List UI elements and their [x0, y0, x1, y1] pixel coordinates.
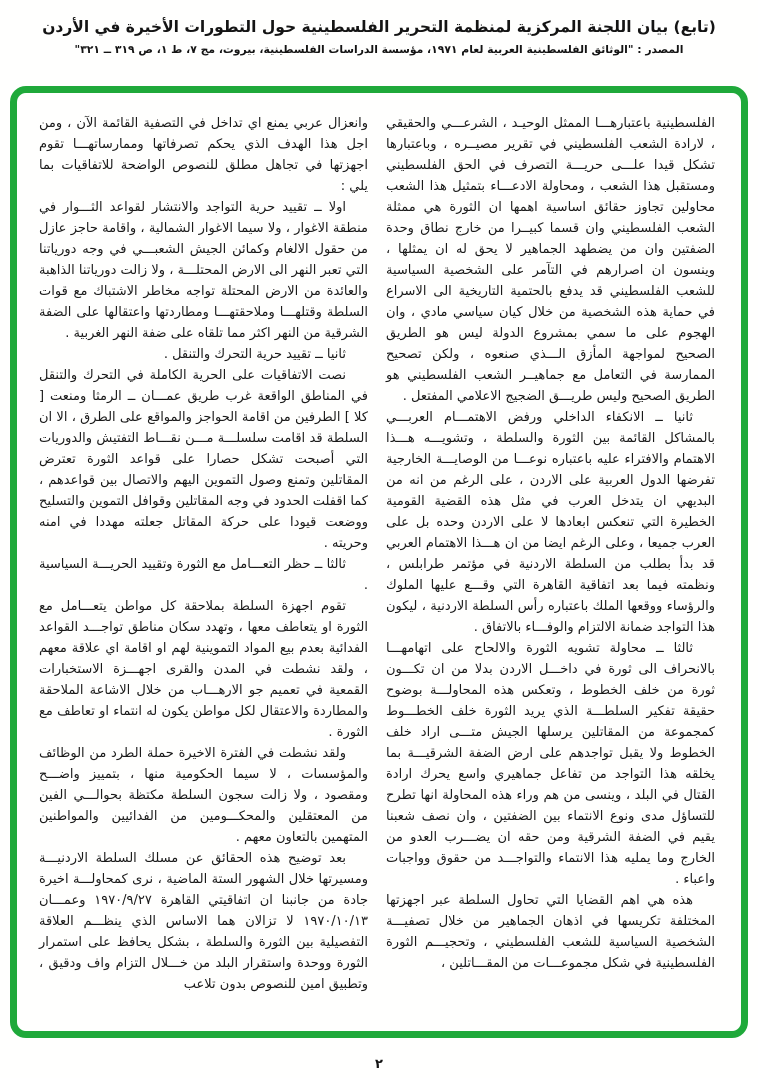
- paragraph: تقوم اجهزة السلطة بملاحقة كل مواطن يتعـــامل مع الثورة او يتعاطف معها ، وتهدد سكان مناطق تواجـــد القواعد الفدائية بعدم بيع المواد التموينية لهم او اقامة اي علاقة معهم ، ولقد نشطت في المدن والقرى اجهـــزة الاستخبارات القمعية في تعميم جو الارهـــاب من خلال الاشاعة الملاحقة والمطاردة والاعتقال لكل مواطن يكون له انتماء او تعاطف مع الثورة .: [39, 599, 368, 740]
- text-column-second: [39, 113, 368, 1019]
- page-title: (تابع) بيان اللجنة المركزية لمنظمة التحرير الفلسطينية حول التطورات الأخيرة في الأردن: [42, 18, 716, 36]
- page-number: ٢: [375, 1057, 383, 1072]
- paragraph: بعد توضيح هذه الحقائق عن مسلك السلطة الاردنيـــة ومسيرتها خلال الشهور الستة الماضية ، نرى كمحاولـــة اخيرة جادة من جانبنا ان اتفاقيتي القاهرة ١٩٧٠/٩/٢٧ وعمـــان ١٩٧٠/١٠/١٣ لا تزالان هما الاساس الذي ينظـــم العلاقة التفصيلية بين الثورة والسلطة ، بشكل يحافظ على استمرار الثورة ووحدة واستقرار البلد من خـــلال التزام واف ودقيق ، وتطبيق امين للنصوص بدون تلاعب: [39, 851, 368, 992]
- paragraph: ثالثا ــ محاولة تشويه الثورة والالحاح على اتهامهـــا بالانحراف الى ثورة في داخـــل الاردن بدلا من ان تكـــون ثورة من خلف الخطوط ، وتعكس هذه المحاولـــة بوضوح حقيقة تفكير السلطـــة الذي يريد الثورة خلف الخطـــوط كمجموعة من المقاتلين يرسلها الجيش متـــى اراد خلف الخطوط ولا يقبل تواجدهم على ارض الضفة الشرقيـــة بما يخلقه هذا التواجد من تفاعل جماهيري واسع يحرك ارادة القتال في البلد ، وينسى من هم وراء هذه المحاولة انها تطرح للتساؤل مدى ونوع الانتماء بين الضفتين ، وان نصف شعبنا يقيم في الضفة الشرقية ومن حقه ان يضـــرب العدو من الخارج وما يمليه هذا الانتماء والتواجـــد من حقوق وواجبات واعباء .: [386, 641, 715, 887]
- paragraph: هذه هي اهم القضايا التي تحاول السلطة عبر اجهزتها المختلفة تكريسها في اذهان الجماهير من خلال تصفيـــة الشخصية السياسية للشعب الفلسطيني ، وتحجيـــم الثورة الفلسطينية في شكل مجموعـــات من المقـــاتلين ،: [386, 893, 715, 971]
- paragraph: ثالثا ــ حظر التعـــامل مع الثورة وتقييد الحريـــة السياسية .: [39, 557, 368, 593]
- page-header: [0, 0, 758, 56]
- paragraph: ولقد نشطت في الفترة الاخيرة حملة الطرد من الوظائف والمؤسسات ، لا سيما الحكومية منها ، بتمييز واضـــح ومقصود ، ولا زالت سجون السلطة مكتظة بحوالـــي الفين من المعتقلين والمحكـــومين من الفدائيين والمواطنين المتهمين بالتعاون معهم .: [39, 746, 368, 845]
- paragraph: وانعزال عربي يمنع اي تداخل في التصفية القائمة الآن ، ومن اجل هذا الهدف الذي يحكم تصرفاتها وممارساتهـــا تقوم اجهزتها في تجاهل مطلق للنصوص الواضحة للاتفاقيات بما يلي :: [39, 116, 368, 194]
- text-column-first: [386, 113, 715, 1019]
- content-frame: [10, 86, 748, 1038]
- paragraph: الفلسطينية باعتبارهـــا الممثل الوحيـد ، الشرعـــي والحقيقي ، لارادة الشعب الفلسطيني في تقرير مصيــره ، وباعتبارها تشكل قيدا علـــى حريـــة التصرف في الحق الفلسطيني ومستقبل هذا الشعب ، ومحاولة الادعـــاء بتمثيل هذا الشعب محاولين تجاوز حقائق اساسية اهمها ان الثورة هي ممثلة الشعب الفلسطيني وان قسما كبيــرا من خارج نطاق وحدة الضفتين وان من يضطهد الجماهير لا يحق له ان يمثلها ، وينسون ان اصرارهم في التآمر على الشخصية السياسية للشعب الفلسطيني قد يدفع بالحتمية التاريخية الى الاسراع في حماية هذه الشخصية من خلال كيان سياسي مادي ، وان الهجوم على ما سمي بمشروع الدولة ليس هو الطريق الصحيح لمواجهة المأزق الـــذي صنعوه ، ولكن تصحيح الممارسة في التعامل مع جماهيــر الشعب الفلسطيني هو الطريق الصحيح وليس طريـــق الضجيج الاعلامي المفتعل .: [386, 116, 715, 404]
- paragraph: ثانيا ــ تقييد حرية التحرك والتنقل .: [163, 347, 346, 362]
- paragraph: ثانيا ــ الانكفاء الداخلي ورفض الاهتمـــام العربـــي بالمشاكل القائمة بين الثورة والسلطة ، وتشويـــه هـــذا الاهتمام والافتراء عليه باعتباره نوعـــا من الوصايـــة الخارجية تفرضها الدول العربية على الاردن ، على الرغم من انه من البديهي ان يتدخل العرب في مثل هذه القضية القومية الخطيرة التي تنعكس ابعادها لا على الاردن وحده بل على العرب جميعا ، وعلى الرغم ايضا من ان هـــذا الاهتمام العربي قد بدأ بطلب من السلطة الاردنية في مؤتمر طرابلس ، ونظمته فيما بعد اتفاقية القاهرة التي وقـــع عليها الملوك والرؤساء ووقعها الملك باعتباره رأس السلطة الاردنية ، ليكون هذا التواجد ضمانة الالتزام والوفـــاء بالاتفاق .: [386, 410, 715, 635]
- paragraph: اولا ــ تقييد حرية التواجد والانتشار لقواعد الثـــوار في منطقة الاغوار ، ولا سيما الاغوار الشمالية ، واقامة حاجز عازل من حقول الالغام وكمائن الجيش الشعبـــي في وجه دورياتنا التي تعبر النهر الى الارض المحتلـــة ، ولا زالت دورياتنا الذاهبة والعائدة من الارض المحتلة تواجه مخاطر الاشتباك مع قوات السلطة وقتلهـــا وملاحقتهـــا ومطاردتها واعتقالها على الضفة الشرقية من النهر اكثر مما تلقاه على ضفة النهر الغربية .: [39, 200, 368, 341]
- text-columns: [39, 113, 715, 1019]
- source-citation: المصدر : "الوثائق الفلسطينية العربية لعام ١٩٧١، مؤسسة الدراسات الفلسطينية، بيروت، مج ٧، ط ١، ص ٣١٩ ــ ٣٢١": [74, 43, 684, 56]
- paragraph: نصت الاتفاقيات على الحرية الكاملة في التحرك والتنقل في المناطق الواقعة غرب طريق عمـــان ــ الرمثا ومنعت [ كلا ] الطرفين من اقامة الحواجز والمواقع على الطرق ، الا ان السلطة قد اقامت سلسلـــة مـــن نقـــاط التفتيش والدوريات التي أصبحت تشكل حصارا على قواعد الثورة تعترض المقاتلين وتمنع وصول التموين اليهم والاتصال بين قواعدهم ، كما اقفلت الحدود في وجه المقاتلين وقوافل التموين والتسليح ووضعت قيودا على حركة المقاتل جعلته مهددا في امنه وحريته .: [39, 368, 368, 551]
